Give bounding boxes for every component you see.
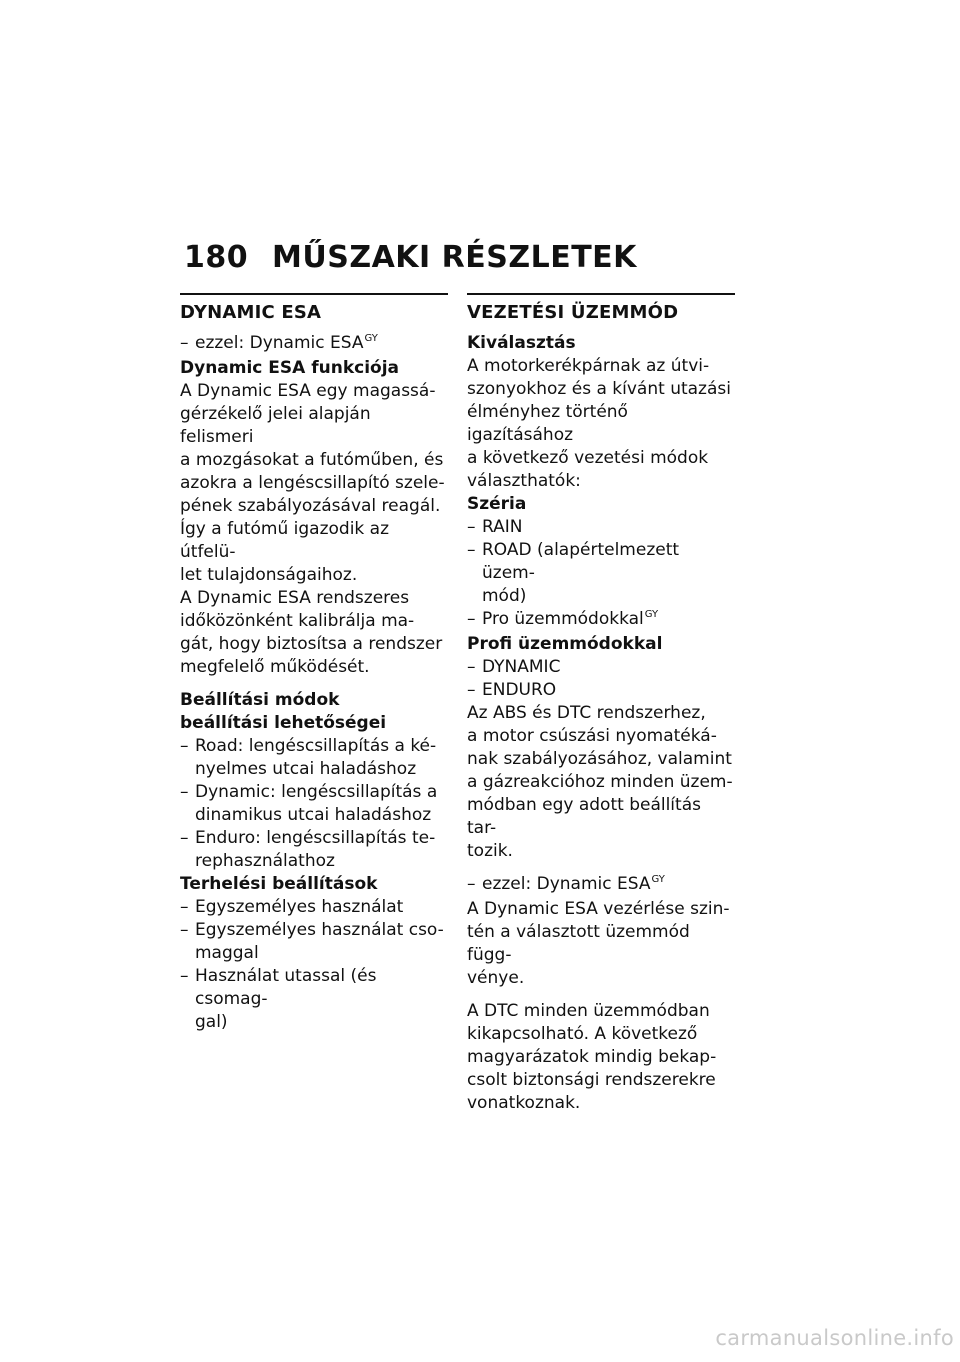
text-line: A Dynamic ESA vezérlése szin- [467,899,730,919]
text-line: módban egy adott beállítás tar- [467,795,701,838]
pro-note [467,608,735,633]
text-line: megfelelő működését. [180,657,370,677]
text-line: A DTC minden üzemmódban [467,1001,710,1021]
list-item: – Enduro: lengéscsillapítás te- rephasználathoz [180,827,448,873]
equipment-note [180,332,448,357]
page-title: MŰSZAKI RÉSZLETEK [272,240,637,275]
text-line: kikapcsolható. A következő [467,1024,698,1044]
list-item: – ENDURO [467,679,735,702]
list-item: – DYNAMIC [467,656,735,679]
section-divider [180,293,448,295]
list-item: – ROAD (alapértelmezett üzem- mód) [467,539,735,608]
section-divider [467,293,735,295]
text-line: Így a futómű igazodik az útfelü- [180,519,390,562]
profi-list [467,656,735,702]
optional-equipment-marker: GY [644,609,659,620]
selection-heading: Kiválasztás [467,333,576,353]
profi-heading: Profi üzemmódokkal [467,634,663,654]
series-list [467,516,735,608]
text-line: gát, hogy biztosítsa a rendszer [180,634,443,654]
text-line: gérzékelő jelei alapján felismeri [180,404,371,447]
text-line: magyarázatok mindig bekap- [467,1047,717,1067]
list-item: – Road: lengéscsillapítás a ké- nyelmes utcai haladáshoz [180,735,448,781]
function-text [180,380,448,679]
list-item: – Dynamic: lengéscsillapítás a dinamikus utcai haladáshoz [180,781,448,827]
section-title-riding-mode: VEZETÉSI ÜZEMMÓD [467,302,679,323]
text-line: A Dynamic ESA egy magassá- [180,381,436,401]
text-line: tén a választott üzemmód függ- [467,922,690,965]
text-line: let tulajdonságaihoz. [180,565,358,585]
function-heading: Dynamic ESA funkciója [180,358,400,378]
text-line: a mozgásokat a futóműben, és [180,450,444,470]
optional-equipment-marker: GY [364,333,378,344]
load-list [180,896,448,1034]
load-heading: Terhelési beállítások [180,874,378,894]
left-column [180,293,448,1034]
text-line: nak szabályozásához, valamint [467,749,732,769]
text-line: élményhez történő igazításához [467,402,628,445]
text-line: vonatkoznak. [467,1093,581,1113]
section-title-dynamic-esa: DYNAMIC ESA [180,302,322,323]
dtc-text [467,1000,735,1115]
abs-text [467,702,735,863]
list-item: – Használat utassal (és csomag- gal) [180,965,448,1034]
text-line: A Dynamic ESA rendszeres [180,588,410,608]
text-line: vénye. [467,968,525,988]
watermark: carmanualsonline.info [715,1326,954,1350]
text-line: a következő vezetési módok [467,448,709,468]
modes-heading: Beállítási módok [180,690,340,710]
text-line: azokra a lengéscsillapító szele- [180,473,445,493]
text-line: szonyokhoz és a kívánt utazási [467,379,731,399]
options-list [180,735,448,873]
text-line: a gázreakcióhoz minden üzem- [467,772,733,792]
equipment-note-item: – ezzel: Dynamic $ESA^{GY}$ [467,873,735,898]
text-line: A motorkerékpárnak az útvi- [467,356,710,376]
list-item: – Egyszemélyes használat [180,896,448,919]
text-line: pének szabályozásával reagál. [180,496,441,516]
text-line: csolt biztonsági rendszerekre [467,1070,716,1090]
list-item: – Pro üzemmódokkal$^{GY}$ [467,608,735,633]
list-item: – RAIN [467,516,735,539]
text-line: tozik. [467,841,513,861]
text-line: Az ABS és DTC rendszerhez, [467,703,706,723]
esa-text [467,898,735,990]
equipment-note-item: – ezzel: Dynamic $ESA^{GY}$ [180,332,448,357]
series-heading: Széria [467,494,527,514]
text-line: időközönként kalibrálja ma- [180,611,415,631]
text-line: a motor csúszási nyomatéká- [467,726,717,746]
page-number: 180 [184,240,249,275]
options-heading: beállítási lehetőségei [180,713,387,733]
page-header [184,240,744,275]
list-item: – Egyszemélyes használat cso- maggal [180,919,448,965]
equipment-note [467,873,735,898]
selection-text [467,355,735,493]
text-line: választhatók: [467,471,581,491]
right-column [467,293,735,1115]
optional-equipment-marker: GY [651,874,665,885]
